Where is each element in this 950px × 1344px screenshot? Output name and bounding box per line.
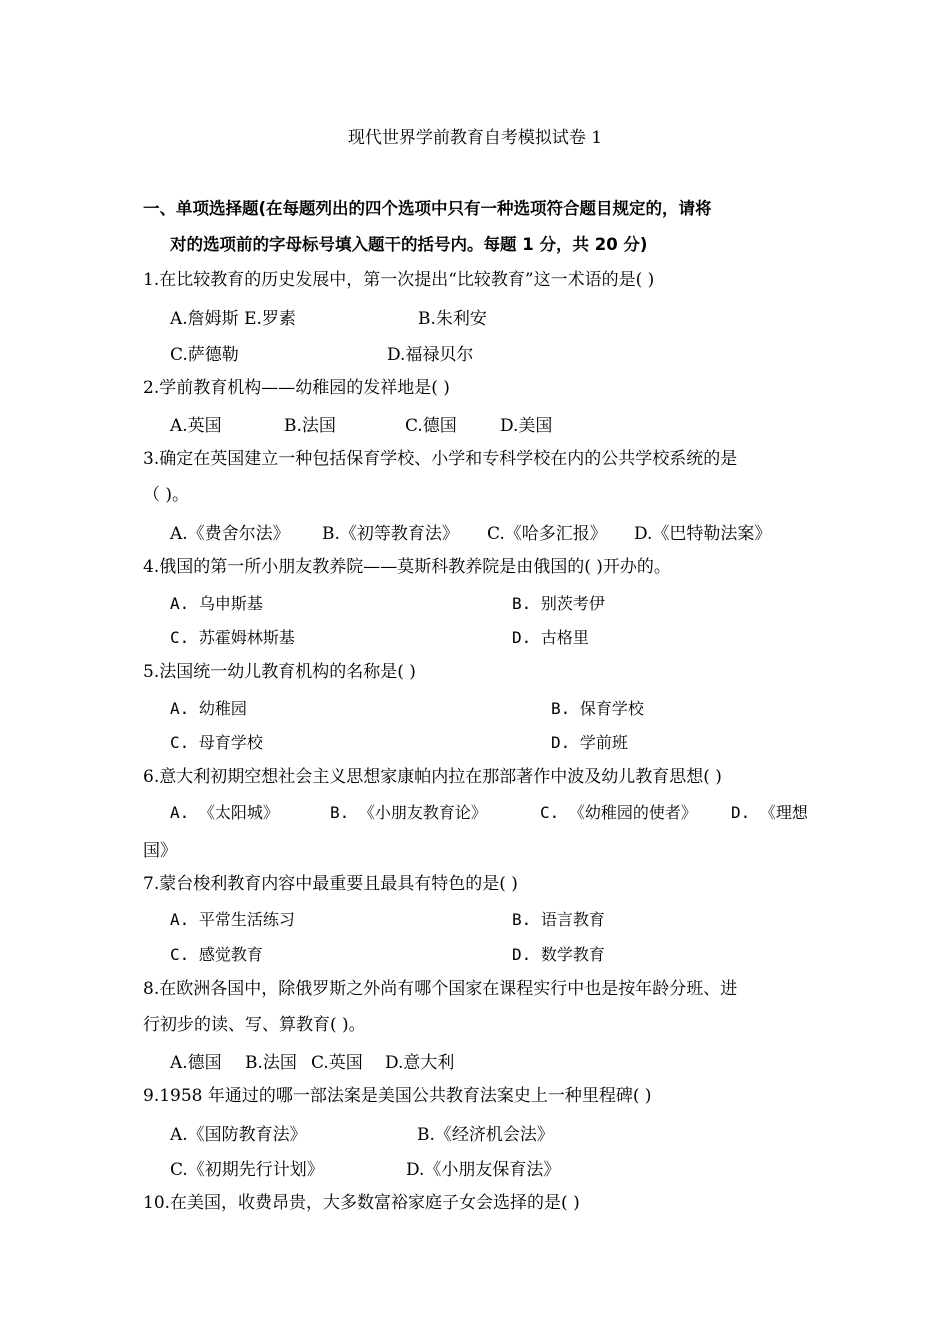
question-9-stem: 9.1958 年通过的哪一部法案是美国公共教育法案史上一种里程碑( ) bbox=[143, 1086, 652, 1106]
question-1-option-b: B.朱利安 bbox=[418, 309, 487, 329]
question-2-option-a: A.英国 bbox=[170, 416, 222, 436]
question-5-option-a: A. 幼稚园 bbox=[170, 699, 247, 718]
question-2-option-c: C.德国 bbox=[405, 416, 457, 436]
question-3-option-d: D.《巴特勒法案》 bbox=[634, 524, 772, 544]
question-3-stem-cont: （ )。 bbox=[143, 485, 190, 505]
question-9-option-c: C.《初期先行计划》 bbox=[170, 1160, 324, 1180]
section-heading-line2: 对的选项前的字母标号填入题干的括号内。每题 1 分，共 20 分) bbox=[170, 235, 648, 254]
question-7-option-a: A. 平常生活练习 bbox=[170, 910, 295, 929]
question-6-stem: 6.意大利初期空想社会主义思想家康帕内拉在那部著作中波及幼儿教育思想( ) bbox=[143, 767, 722, 787]
question-5-option-d: D. 学前班 bbox=[551, 733, 628, 752]
question-9-option-a: A.《国防教育法》 bbox=[170, 1125, 307, 1145]
question-6-option-a: A. 《太阳城》 bbox=[170, 803, 279, 822]
question-4-option-d: D. 古格里 bbox=[512, 628, 589, 647]
question-1-option-a: A.詹姆斯 E.罗素 bbox=[170, 309, 296, 329]
question-5-stem: 5.法国统一幼儿教育机构的名称是( ) bbox=[143, 662, 416, 682]
question-8-stem-cont: 行初步的读、写、算教育( )。 bbox=[143, 1015, 366, 1035]
question-2-stem: 2.学前教育机构——幼稚园的发祥地是( ) bbox=[143, 378, 450, 398]
question-8-option-c: C.英国 bbox=[311, 1053, 363, 1073]
question-6-option-b: B. 《小朋友教育论》 bbox=[330, 803, 487, 822]
question-6-option-d-cont: 国》 bbox=[143, 841, 177, 861]
question-3-option-b: B.《初等教育法》 bbox=[322, 524, 459, 544]
question-4-stem: 4.俄国的第一所小朋友教养院——莫斯科教养院是由俄国的( )开办的。 bbox=[143, 557, 671, 577]
page-title: 现代世界学前教育自考模拟试卷 1 bbox=[347, 128, 603, 148]
question-8-option-b: B.法国 bbox=[245, 1053, 297, 1073]
question-4-option-c: C. 苏霍姆林斯基 bbox=[170, 628, 295, 647]
question-3-option-c: C.《哈多汇报》 bbox=[487, 524, 607, 544]
question-1-option-c: C.萨德勒 bbox=[170, 345, 239, 365]
question-9-option-d: D.《小朋友保育法》 bbox=[406, 1160, 561, 1180]
question-5-option-c: C. 母育学校 bbox=[170, 733, 263, 752]
question-9-option-b: B.《经济机会法》 bbox=[417, 1125, 554, 1145]
question-2-option-d: D.美国 bbox=[500, 416, 553, 436]
question-3-option-a: A.《费舍尔法》 bbox=[170, 524, 290, 544]
question-1-option-d: D.福禄贝尔 bbox=[387, 345, 474, 365]
question-2-option-b: B.法国 bbox=[284, 416, 336, 436]
section-heading bbox=[143, 196, 823, 222]
section-heading-line1: 一、单项选择题(在每题列出的四个选项中只有一种选项符合题目规定的，请将 bbox=[143, 199, 712, 218]
section-heading-cont bbox=[170, 232, 850, 258]
question-7-option-d: D. 数学教育 bbox=[512, 945, 605, 964]
question-6-option-d: D. 《理想 bbox=[731, 803, 808, 822]
question-4-option-b: B. 别茨考伊 bbox=[512, 594, 605, 613]
question-6-option-c: C. 《幼稚园的使者》 bbox=[540, 803, 697, 822]
question-4-option-a: A. 乌申斯基 bbox=[170, 594, 263, 613]
question-8-stem: 8.在欧洲各国中，除俄罗斯之外尚有哪个国家在课程实行中也是按年龄分班、进 bbox=[143, 979, 738, 999]
question-3-stem: 3.确定在英国建立一种包括保育学校、小学和专科学校在内的公共学校系统的是 bbox=[143, 449, 738, 469]
question-8-option-d: D.意大利 bbox=[385, 1053, 455, 1073]
question-5-option-b: B. 保育学校 bbox=[551, 699, 644, 718]
question-8-option-a: A.德国 bbox=[170, 1053, 222, 1073]
question-7-option-c: C. 感觉教育 bbox=[170, 945, 263, 964]
question-7-stem: 7.蒙台梭利教育内容中最重要且最具有特色的是( ) bbox=[143, 874, 518, 894]
question-1-stem: 1.在比较教育的历史发展中，第一次提出“比较教育”这一术语的是( ) bbox=[143, 270, 655, 290]
question-10-stem: 10.在美国，收费昂贵，大多数富裕家庭子女会选择的是( ) bbox=[143, 1193, 580, 1213]
question-7-option-b: B. 语言教育 bbox=[512, 910, 605, 929]
